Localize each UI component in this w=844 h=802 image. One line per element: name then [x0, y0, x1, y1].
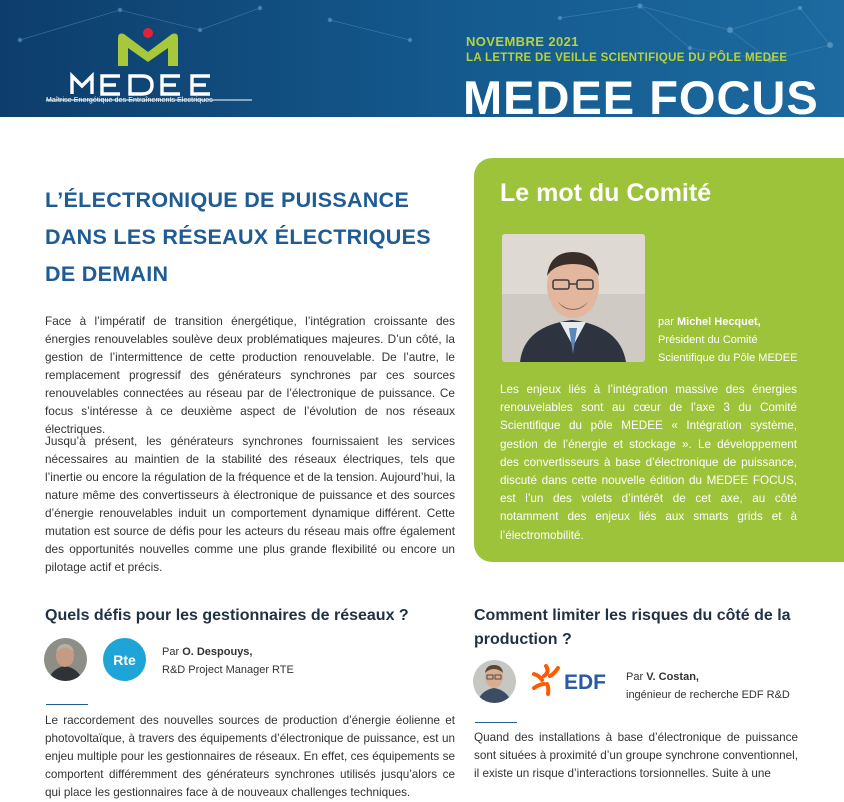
- signature-prefix: par: [658, 316, 674, 328]
- logo-tagline: Maîtrise Energétique des Entraînements Electriques: [46, 97, 213, 104]
- section-1-text: Le raccordement des nouvelles sources de production d’énergie éolienne et photovoltaïque, à travers des équipements d’électronique de puissance, est un enjeu multiple pour les gestionnaires de réseaux. En effet, ces équipements se comportent différemment des générateurs synchrones utilisés jusqu’alors ce qui place les gestionnaires face à de nouveaux challenges techniques.: [45, 714, 455, 799]
- signature-role-1: Président du Comité: [658, 334, 758, 346]
- rte-logo: Rte: [103, 638, 146, 681]
- newsletter-title: MEDEE FOCUS: [463, 71, 819, 117]
- despouys-avatar: [44, 638, 87, 681]
- comite-signature: [658, 313, 797, 367]
- header-band: [0, 0, 844, 117]
- section-2-divider: [475, 722, 517, 723]
- section-1-author: [162, 643, 294, 679]
- section-1-author-role: R&D Project Manager RTE: [162, 664, 294, 676]
- section-1-by: Par: [162, 646, 180, 658]
- section-2-title: Comment limiter les risques du côté de la production ?: [474, 607, 791, 648]
- edf-logo: [530, 662, 612, 698]
- section-2-author-name: V. Costan,: [646, 671, 699, 683]
- article-paragraph-2: Jusqu’à présent, les générateurs synchrones fournissaient les services nécessaires au maintien de la stabilité des réseaux électriques, tels que l’inertie ou encore la régulation de la fréquence et de la tension. Aujourd’hui, la nature même des convertisseurs à électronique de puissance et des sources d’énergie renouvelables induit un comportement dynamique différent. Cette mutation est source de défis pour les acteurs du réseau mais offre également des opportunités nouvelles comme une plus grande flexibilité ou encore un pilotage actif et précis.: [45, 434, 455, 574]
- section-1-title: Quels défis pour les gestionnaires de réseaux ?: [45, 607, 409, 624]
- section-2-text: Quand des installations à base d’électronique de puissance sont situées à proximité d’un groupe synchrone conventionnel, il existe un risque d’interactions torsionnelles. Suite à une: [474, 731, 798, 780]
- section-2-author-role: ingénieur de recherche EDF R&D: [626, 689, 790, 701]
- edf-logo-text: EDF: [564, 671, 606, 694]
- comite-title: Le mot du Comité: [500, 179, 712, 207]
- section-2-by: Par: [626, 671, 644, 683]
- section-1-divider: [46, 704, 88, 705]
- costan-avatar: [473, 660, 516, 703]
- issue-date: NOVEMBRE 2021: [466, 34, 579, 49]
- article-paragraph-1: Face à l’impératif de transition énergétique, l’intégration croissante des énergies renouvelables soulève deux problématiques majeures. D’un côté, la gestion de l’intermittence de cette production renouvelable. De l’autre, le remplacement progressif des générateurs synchrones par ces sources renouvelables connectées au réseau par de l’électronique de puissance. Ce focus s’intéresse à ce deuxième aspect de l’évolution de nos réseaux électriques.: [45, 314, 455, 436]
- article-title: L’ÉLECTRONIQUE DE PUISSANCE DANS LES RÉSEAUX ÉLECTRIQUES DE DEMAIN: [45, 188, 431, 286]
- newsletter-subtitle: LA LETTRE DE VEILLE SCIENTIFIQUE DU PÔLE MEDEE: [466, 52, 788, 64]
- signature-role-2: Scientifique du Pôle MEDEE: [658, 352, 798, 364]
- comite-text: Les enjeux liés à l’intégration massive des énergies renouvelables sont au cœur de l’axe 3 du Comité Scientifique du pôle MEDEE « Intégration système, gestion de l’énergie et stockage ». Le développement des convertisseurs à base d’électronique de puissance, discuté dans cette nouvelle édition du MEDEE FOCUS, est l’un des volets d’intérêt de cet axe, au côté notamment des enjeux liés aux smarts grids et à l’électromobilité.: [500, 383, 797, 542]
- michel-hecquet-photo: [502, 234, 645, 362]
- section-1-author-name: O. Despouys,: [182, 646, 253, 658]
- section-2-author: [626, 668, 790, 704]
- signature-author: Michel Hecquet,: [676, 316, 761, 328]
